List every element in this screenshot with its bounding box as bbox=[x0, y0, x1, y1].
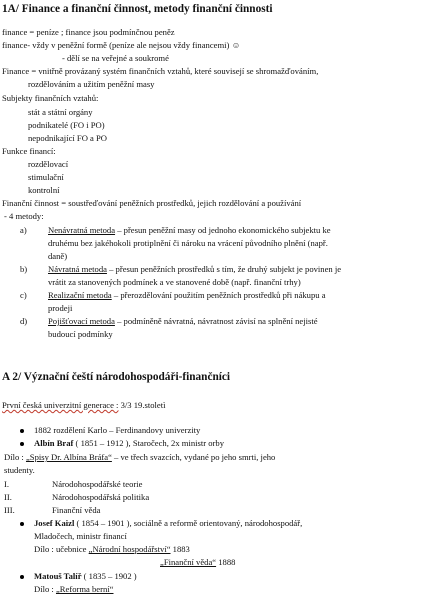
method-name: Nenávratná metoda bbox=[48, 225, 116, 235]
roman-num: II. bbox=[4, 492, 12, 502]
generation-label: První česká univerzitní generace : bbox=[2, 400, 119, 410]
method-a-line2: druhému bez jakéhokoli protiplnění či nároku na vrácení původního plnění (např. bbox=[48, 238, 328, 248]
text-line: Finance = vnitřně provázaný systém finančních vztahů, které souvisejí se shromažďováním, bbox=[2, 66, 319, 76]
kaizl-dilo-line2: „Finanční věda“ 1888 bbox=[160, 557, 236, 567]
kaizl-line2: Mladočech, ministr financí bbox=[34, 531, 127, 541]
book-title-link: „Finanční věda“ bbox=[160, 557, 217, 567]
method-letter: c) bbox=[20, 290, 27, 300]
list-item: stimulační bbox=[28, 172, 64, 182]
text-line: finance- vždy v peněžní formě (peníze ale nejsou vždy financemi) ☺ bbox=[2, 40, 241, 50]
kaizl-line: Josef Kaizl ( 1854 – 1901 ), sociálně a reformě orientovaný, národohospodář, bbox=[34, 518, 303, 528]
list-item: nepodnikající FO a PO bbox=[28, 133, 108, 143]
method-c-line1: Realizační metoda – přerozdělování použitím peněžních prostředků při nákupu a bbox=[48, 290, 326, 300]
list-item: stát a státní orgány bbox=[28, 107, 93, 117]
book-title-link: „Reforma berní“ bbox=[55, 584, 114, 594]
kaizl-dilo-line: Dílo : učebnice „Národní hospodářství“ 1883 bbox=[34, 544, 190, 554]
method-d-line1: Pojišťovací metoda – podmíněně návratná, návratnost závisí na splnění nejisté bbox=[48, 316, 318, 326]
text-line: Finanční činnost = soustřeďování peněžních prostředků, jejich rozdělování a používání bbox=[2, 198, 302, 208]
person-name: Matouš Talíř bbox=[34, 571, 82, 581]
book-title-link: „Spisy Dr. Albína Bráfa“ bbox=[25, 452, 112, 462]
method-letter: a) bbox=[20, 225, 27, 235]
list-item: kontrolní bbox=[28, 185, 60, 195]
method-b-line1: Návratná metoda – přesun peněžních prostředků s tím, že druhý subjekt je povinen je bbox=[48, 264, 342, 274]
braf-dilo-line2: studenty. bbox=[4, 465, 35, 475]
method-letter: d) bbox=[20, 316, 28, 326]
bullet-icon bbox=[20, 442, 24, 446]
generation-line: První česká univerzitní generace : 3/3 19.stoletì bbox=[2, 400, 166, 410]
bullet-icon bbox=[20, 575, 24, 579]
method-d-line2: budoucí podmínky bbox=[48, 329, 113, 339]
section2-heading: A 2/ Význační čeští národohospodáři-finančníci bbox=[2, 371, 231, 383]
bullet-icon bbox=[20, 429, 24, 433]
method-b-line2: vrátit za stanovených podmínek a ve stanovené době (např. finanční trhy) bbox=[48, 277, 301, 287]
method-name: Návratná metoda bbox=[48, 264, 107, 274]
method-a-line1: Nenávratná metoda – přesun peněžní masy od jednoho ekonomického subjektu ke bbox=[48, 225, 331, 235]
method-name: Realizační metoda bbox=[48, 290, 112, 300]
text-line: - dělí se na veřejné a soukromé bbox=[62, 53, 169, 63]
roman-text: Národohospodářská politika bbox=[52, 492, 150, 502]
bullet-text: 1882 rozdělení Karlo – Ferdinandovy univerzity bbox=[34, 425, 201, 435]
section1-heading: 1A/ Finance a finanční činnost, metody finanční činnosti bbox=[2, 3, 273, 15]
text-line: - 4 metody: bbox=[4, 211, 44, 221]
book-title-link: „Národní hospodářství“ bbox=[88, 544, 171, 554]
roman-num: I. bbox=[4, 479, 10, 489]
text-line: rozdělováním a užitím peněžní masy bbox=[28, 79, 155, 89]
text-line: finance = peníze ; finance jsou podmínčnou peněz bbox=[2, 27, 175, 37]
person-name: Albín Braf bbox=[34, 438, 74, 448]
list-item: rozdělovací bbox=[28, 159, 69, 169]
talir-line: Matouš Talíř ( 1835 – 1902 ) bbox=[34, 571, 137, 581]
method-a-line3: daně) bbox=[48, 251, 68, 261]
roman-text: Národohospodářské teorie bbox=[52, 479, 143, 489]
bullet-icon bbox=[20, 522, 24, 526]
talir-dilo-line: Dílo : „Reforma berní“ bbox=[34, 584, 114, 594]
person-name: Josef Kaizl bbox=[34, 518, 75, 528]
roman-text: Finanční věda bbox=[52, 505, 101, 515]
method-letter: b) bbox=[20, 264, 28, 274]
text-line: Funkce financí: bbox=[2, 146, 56, 156]
braf-line: Albín Braf ( 1851 – 1912 ), Staročech, 2x ministr orby bbox=[34, 438, 225, 448]
list-item: podnikatelé (FO i PO) bbox=[28, 120, 105, 130]
method-name: Pojišťovací metoda bbox=[48, 316, 115, 326]
method-c-line2: prodeji bbox=[48, 303, 73, 313]
text-line: Subjekty finančních vztahů: bbox=[2, 93, 99, 103]
braf-dilo-line: Dílo : „Spisy Dr. Albína Bráfa“ – ve třech svazcích, vydané po jeho smrti, jeho bbox=[4, 452, 276, 462]
roman-num: III. bbox=[4, 505, 15, 515]
